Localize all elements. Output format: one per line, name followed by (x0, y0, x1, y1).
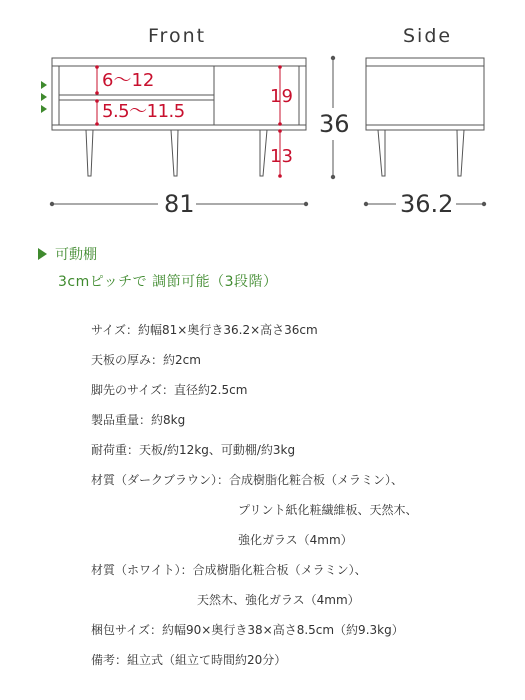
width-label: 81 (164, 190, 195, 218)
feature-detail: 3cmピッチで 調節可能（3段階） (58, 274, 278, 290)
spec-material-dark-brown: 材質（ダークブラウン）：合成樹脂化粧合板（メラミン）、 (91, 473, 404, 487)
spec-material-dark-brown-cont: プリント紙化粧繊維板、天然木、 (238, 503, 418, 517)
leg-height-label: 13 (270, 146, 293, 167)
spec-load-capacity: 耐荷重：天板/約12kg、可動棚/約3kg (91, 443, 296, 457)
spec-material-white-cont: 天然木、強化ガラス（4mm） (197, 593, 360, 607)
spec-material-dark-brown-cont2: 強化ガラス（4mm） (238, 533, 353, 547)
inner-height-label: 19 (270, 86, 293, 107)
spec-notes: 備考：組立式（組立て時間約20分） (91, 653, 287, 667)
front-view-title: Front (148, 25, 207, 47)
total-height-label: 36 (319, 110, 350, 138)
spec-material-white: 材質（ホワイト）：合成樹脂化粧合板（メラミン）、 (91, 563, 367, 577)
spec-leg-size: 脚先のサイズ：直径約2.5cm (91, 383, 248, 397)
shelf-upper-range-label: 6～12 (102, 70, 155, 91)
spec-package-size: 梱包サイズ：約幅90×奥行き38×高さ8.5cm（約9.3kg） (91, 623, 404, 637)
spec-top-thickness: 天板の厚み：約2cm (91, 353, 201, 367)
spec-weight: 製品重量：約8kg (91, 413, 186, 427)
feature-heading-text: 可動棚 (55, 247, 97, 263)
side-view-title: Side (403, 25, 453, 47)
depth-label: 36.2 (400, 190, 454, 218)
shelf-lower-range-label: 5.5～11.5 (102, 101, 185, 122)
spec-size: サイズ：約幅81×奥行き36.2×高さ36cm (91, 323, 318, 337)
